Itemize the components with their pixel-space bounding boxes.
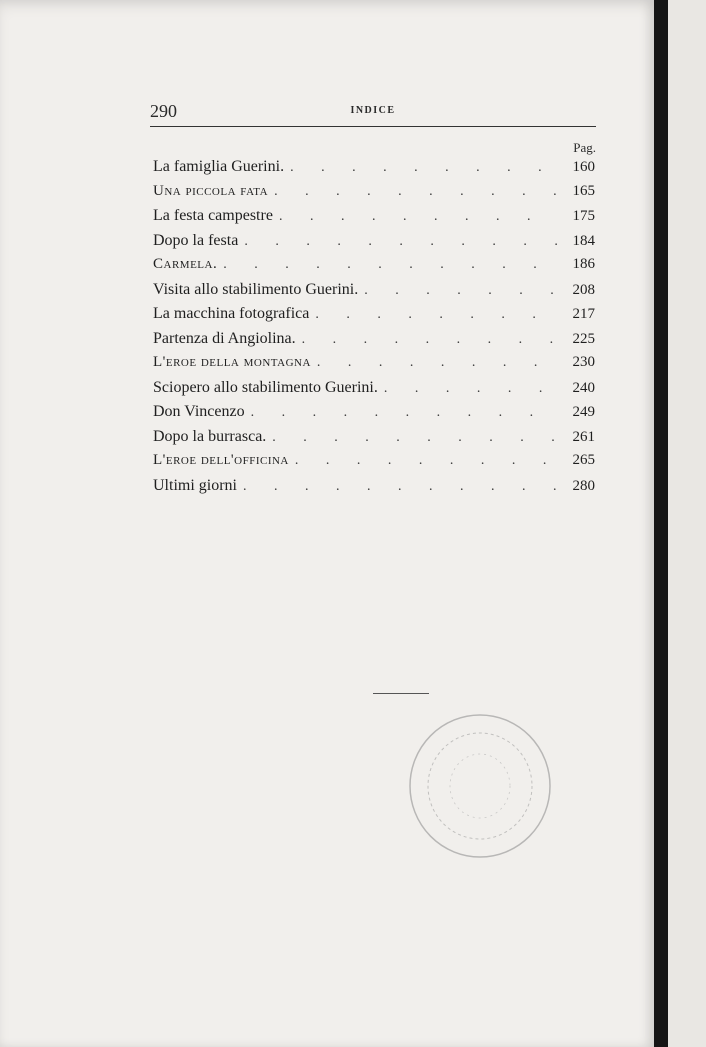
toc-entry-title: Carmela. — [153, 256, 218, 272]
toc-entry — [153, 232, 595, 257]
toc-entry-page: 175 — [572, 208, 595, 224]
toc-entry-page: 261 — [572, 428, 595, 445]
toc-entry — [153, 281, 595, 306]
toc-entry-page: 184 — [572, 232, 595, 249]
toc-entry-title: Don Vincenzo — [153, 403, 245, 420]
toc-entry-page: 217 — [572, 306, 595, 322]
dot-leader — [279, 209, 557, 225]
toc-entry-page: 186 — [572, 256, 595, 272]
toc-entry — [153, 305, 595, 330]
toc-entry — [153, 477, 595, 502]
toc-entry — [153, 403, 595, 428]
toc-entry-title: Una piccola fata — [153, 182, 269, 199]
dot-leader — [243, 479, 557, 495]
dot-leader — [290, 160, 557, 176]
toc-entry-page: 249 — [572, 404, 595, 420]
toc-entry — [153, 256, 595, 281]
table-of-contents — [153, 158, 595, 501]
dot-leader — [251, 405, 557, 421]
facing-page-edge — [668, 0, 706, 1047]
toc-entry-page: 208 — [572, 281, 595, 298]
dot-leader — [272, 430, 557, 446]
toc-entry-title: La macchina fotografica — [153, 305, 310, 322]
dot-leader — [364, 283, 557, 299]
toc-entry — [153, 428, 595, 453]
toc-entry-page: 240 — [572, 379, 595, 396]
dot-leader — [302, 332, 557, 348]
library-stamp-icon — [407, 712, 553, 860]
toc-entry — [153, 354, 595, 379]
toc-entry — [153, 452, 595, 477]
toc-entry-page: 225 — [572, 330, 595, 347]
toc-entry-title: Visita allo stabilimento Guerini. — [153, 280, 359, 298]
page-number: 290 — [150, 101, 177, 121]
ink-mark — [373, 693, 429, 694]
dot-leader — [317, 355, 557, 371]
toc-entry — [153, 207, 595, 232]
header-rule — [150, 126, 596, 127]
dot-leader — [384, 381, 557, 397]
toc-entry-title: Dopo la festa — [153, 231, 239, 249]
toc-entry-page: 265 — [572, 452, 595, 468]
toc-entry — [153, 158, 595, 183]
toc-entry — [153, 379, 595, 404]
toc-entry-page: 165 — [572, 182, 595, 199]
toc-entry-title: L'eroe dell'officina — [153, 452, 289, 468]
toc-entry-page: 230 — [572, 354, 595, 370]
toc-entry-title: La famiglia Guerini. — [153, 158, 285, 175]
dot-leader — [315, 307, 557, 323]
page-column-label: Pag. — [573, 140, 596, 155]
toc-entry-title: L'eroe della montagna — [153, 354, 311, 370]
toc-entry-title: Partenza di Angiolina. — [153, 329, 296, 347]
page-header — [150, 101, 596, 123]
dot-leader — [223, 257, 557, 273]
toc-entry-title: La festa campestre — [153, 207, 273, 224]
toc-entry-page: 280 — [572, 477, 595, 494]
toc-entry — [153, 183, 595, 208]
dot-leader — [274, 184, 557, 200]
toc-entry-title: Dopo la burrasca. — [153, 427, 267, 445]
toc-entry — [153, 330, 595, 355]
toc-entry-title: Ultimi giorni — [153, 476, 237, 494]
book-spine — [654, 0, 668, 1047]
dot-leader — [244, 234, 557, 250]
dot-leader — [295, 453, 557, 469]
toc-entry-page: 160 — [572, 159, 595, 175]
toc-entry-title: Sciopero allo stabilimento Guerini. — [153, 378, 378, 396]
page-title: INDICE — [350, 105, 396, 116]
